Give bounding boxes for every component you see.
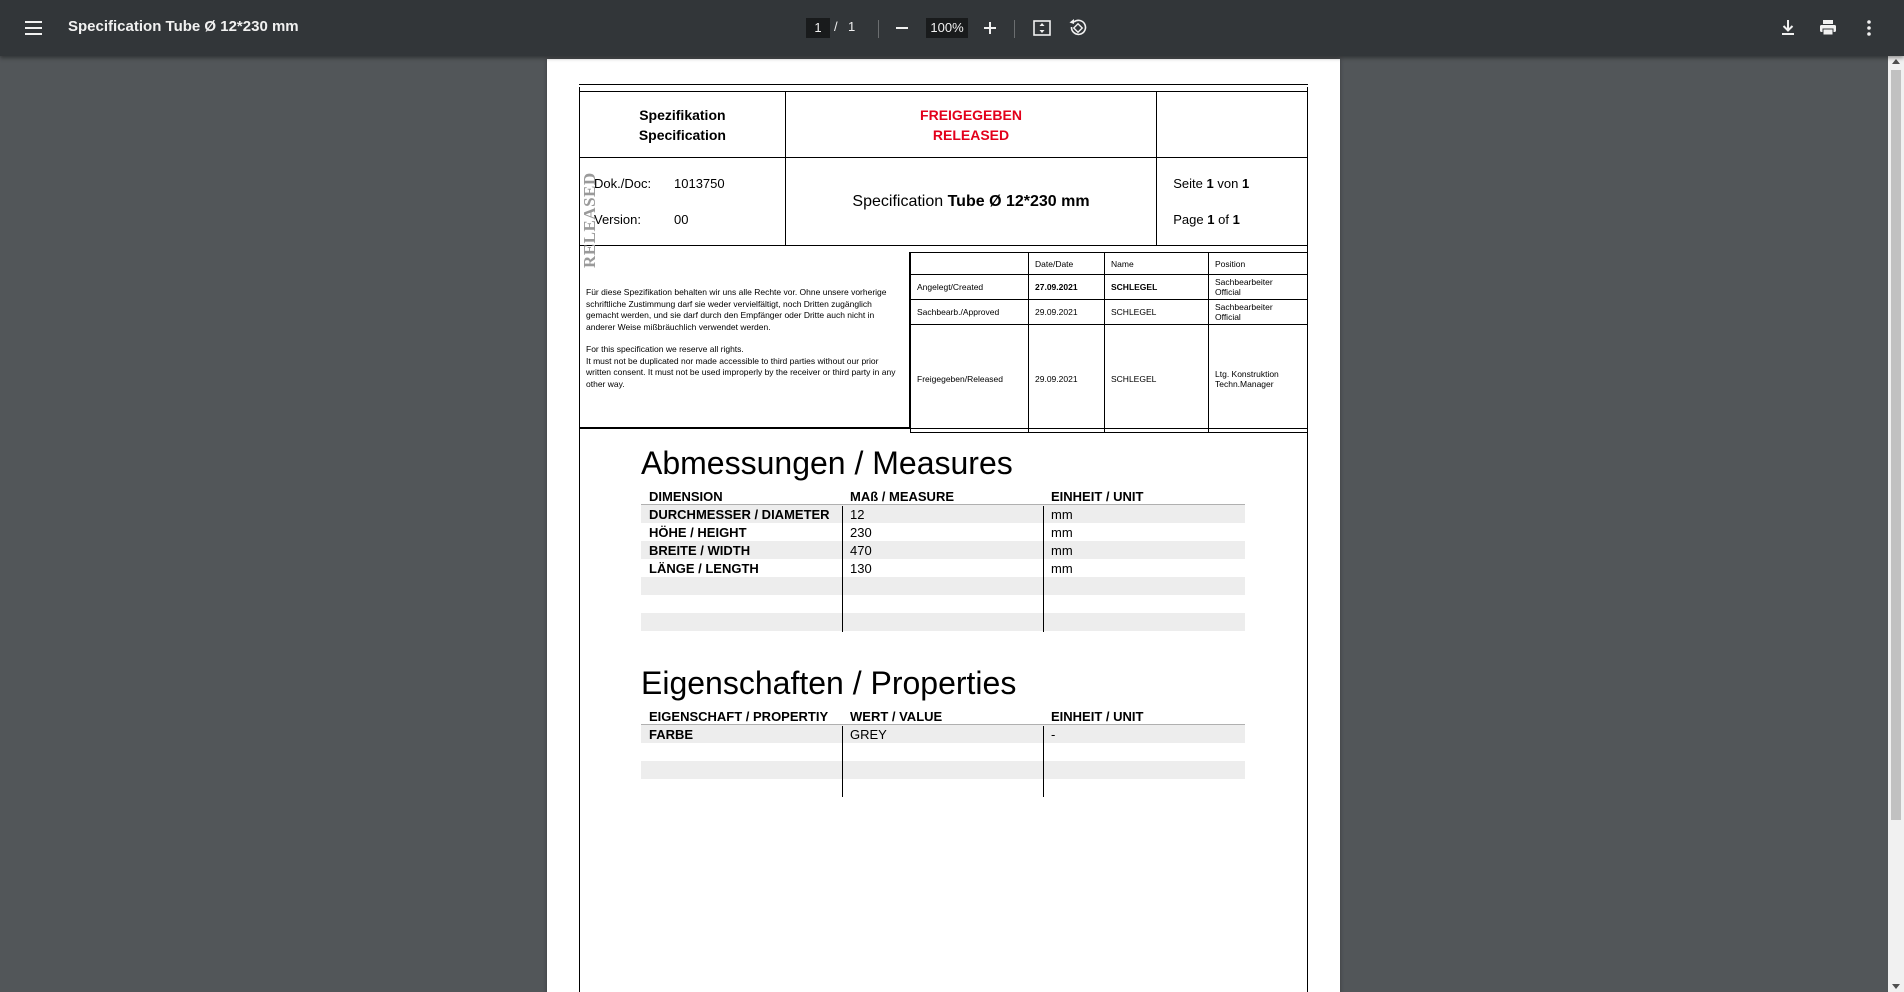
empty-row [641,613,1245,631]
approval-name: SCHLEGEL [1105,325,1209,433]
approval-position [1209,325,1308,433]
approval-date: 27.09.2021 [1029,275,1105,300]
doc-label: Dok./Doc: [594,176,652,191]
zoom-out-icon[interactable] [892,18,912,38]
page-number-input[interactable] [806,18,830,38]
page-of: of [1218,212,1229,227]
empty-row [641,743,1245,761]
value-cell: GREY [850,727,887,742]
unit-cell: mm [1051,525,1073,540]
approval-position [1209,275,1308,300]
zoom-in-icon[interactable] [980,18,1000,38]
column-header: DIMENSION [649,489,723,504]
menu-icon[interactable] [22,16,46,40]
measure-cell: 470 [850,543,872,558]
column-header: WERT / VALUE [850,709,943,724]
toolbar-divider [1014,20,1015,38]
page-info-cell [1157,158,1308,246]
rotate-icon[interactable] [1068,18,1088,38]
dimension-cell: DURCHMESSER / DIAMETER [649,507,830,522]
approval-label: Sachbearb./Approved [911,300,1029,325]
page-num: 1 [1207,212,1215,227]
spec-label-de: Spezifikation [639,106,726,123]
doc-number: 1013750 [674,176,725,191]
rights-de: Für diese Spezifikation behalten wir uns alle Rechte vor. Ohne unsere vorherige schriftliche Zustimmung darf sie weder vervielfältigt, noch Dritten zugänglich gemacht werden, und sie darf durch den Empfänger oder Dritte auch nicht in anderer Weise mißbräuchlich verwendet werden. [586,287,887,332]
title-prefix: Specification [852,192,944,210]
position-line: Ltg. Konstruktion [1215,368,1279,379]
properties-table [641,707,1245,779]
rights-en-1: For this specification we reserve all rights. [586,344,744,354]
position-line: Official [1215,287,1241,297]
measures-header-row [641,487,1245,505]
status-en: RELEASED [932,126,1010,143]
dimension-cell: BREITE / WIDTH [649,543,751,558]
seite-row [1173,176,1249,191]
table-row [641,505,1245,523]
empty-row [641,595,1245,613]
more-options-icon[interactable] [1857,16,1881,40]
zoom-input[interactable] [926,18,968,38]
unit-cell: mm [1051,543,1073,558]
approval-row [911,300,1308,325]
column-divider [842,506,843,632]
column-divider [1043,506,1044,632]
page-separator: / [834,19,838,34]
spec-label-en: Specification [638,126,726,143]
seite-total: 1 [1241,176,1250,191]
approval-name: SCHLEGEL [1105,275,1209,300]
page-total-doc: 1 [1232,212,1240,227]
print-icon[interactable] [1816,16,1840,40]
seite-num: 1 [1206,176,1214,191]
position-line: Official [1215,312,1241,322]
measure-cell: 130 [850,561,872,576]
approval-label: Freigegeben/Released [911,325,1029,433]
approval-row [911,275,1308,300]
spec-label-cell [580,92,786,158]
pdf-toolbar [0,0,1904,56]
rights-notice [580,252,910,428]
approval-header: Name [1105,253,1209,275]
position-line: Techn.Manager [1215,378,1274,389]
measures-heading: Abmessungen / Measures [641,445,1013,481]
approval-date: 29.09.2021 [1029,325,1105,433]
measure-cell: 230 [850,525,872,540]
dimension-cell: LÄNGE / LENGTH [649,561,759,576]
pdf-viewer[interactable] [0,56,1904,992]
status-cell [785,92,1156,158]
scroll-thumb[interactable] [1891,70,1901,820]
measures-table [641,487,1245,631]
measure-cell: 12 [850,507,865,522]
property-cell: FARBE [649,727,694,742]
seite-label: Seite [1173,176,1203,191]
page-total: 1 [848,19,856,34]
dimension-cell: HÖHE / HEIGHT [649,525,747,540]
document-title: Specification Tube Ø 12*230 mm [68,18,299,35]
seite-von: von [1217,176,1239,191]
approval-date: 29.09.2021 [1029,300,1105,325]
download-icon[interactable] [1776,16,1800,40]
approval-header [911,253,1029,275]
pdf-page [547,59,1340,992]
svg-text:RELEASED: RELEASED [580,172,599,268]
doc-number-row [594,176,725,191]
approval-table [910,252,1308,433]
approval-name: SCHLEGEL [1105,300,1209,325]
approval-header: Position [1209,253,1308,275]
properties-header-row [641,707,1245,725]
table-row [641,725,1245,743]
version-label: Version: [594,212,641,227]
approval-position [1209,300,1308,325]
table-row [641,559,1245,577]
column-divider [1043,726,1044,797]
version-row [594,212,688,227]
empty-row [641,577,1245,595]
status-de: FREIGEGEBEN [920,106,1022,123]
column-header: EINHEIT / UNIT [1051,489,1144,504]
scroll-up-arrow-icon[interactable] [1892,59,1900,64]
scroll-down-arrow-icon[interactable] [1892,984,1900,989]
rights-en-2: It must not be duplicated nor made accessible to third parties without our prior written consent. It must not be used improperly by the receiver or third party in any other way. [586,355,896,389]
top-border [579,84,1308,85]
approval-row [911,325,1308,433]
table-row [641,541,1245,559]
title-main: Tube Ø 12*230 mm [947,192,1090,210]
column-header: EIGENSCHAFT / PROPERTIY [649,709,829,724]
page-label: Page [1173,212,1204,227]
column-header: MAß / MEASURE [850,489,954,504]
doc-info-cell [580,158,786,268]
version-value: 00 [674,212,689,227]
approval-header: Date/Date [1029,253,1105,275]
table-row [641,523,1245,541]
empty-header-cell [1157,92,1308,158]
approval-label: Angelegt/Created [911,275,1029,300]
page-zoom-controls [800,14,1100,42]
section-divider [579,428,1308,429]
unit-cell: - [1051,727,1056,742]
empty-row [641,761,1245,779]
column-divider [842,726,843,797]
column-header: EINHEIT / UNIT [1051,709,1144,724]
page-row [1173,212,1240,227]
fit-page-icon[interactable] [1032,18,1052,38]
spec-title-cell [785,158,1156,246]
toolbar-divider [878,20,879,38]
properties-heading: Eigenschaften / Properties [641,665,1017,701]
position-line: Sachbearbeiter [1215,277,1273,287]
unit-cell: mm [1051,561,1073,576]
position-line: Sachbearbeiter [1215,302,1273,312]
vertical-scrollbar[interactable] [1888,56,1904,992]
unit-cell: mm [1051,507,1073,522]
